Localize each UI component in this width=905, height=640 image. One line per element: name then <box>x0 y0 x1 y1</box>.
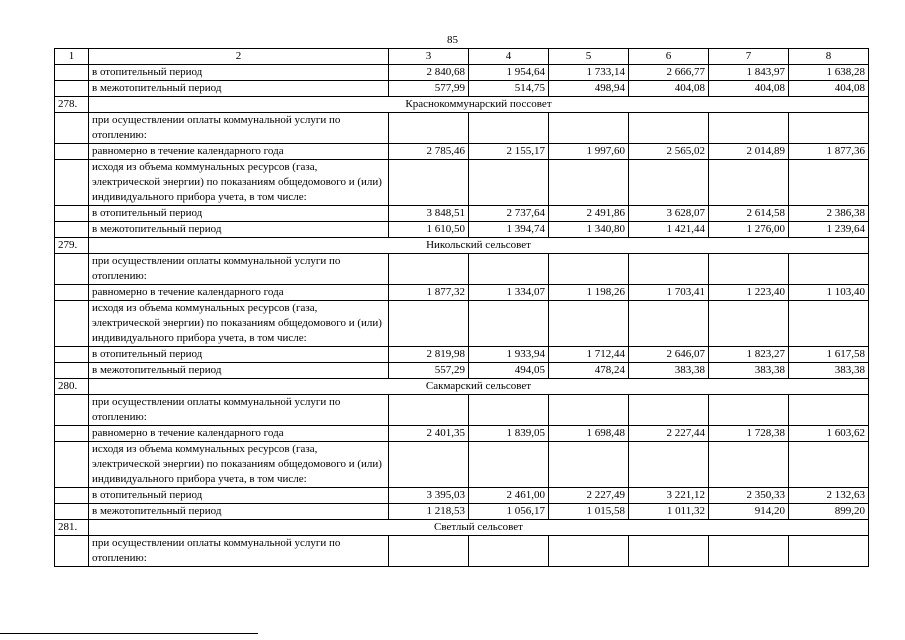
empty-cell <box>549 395 629 426</box>
value-cell: 2 840,68 <box>389 65 469 81</box>
empty-cell <box>709 254 789 285</box>
row-label: в отопительный период <box>89 65 389 81</box>
empty-cell <box>709 442 789 488</box>
value-cell: 1 997,60 <box>549 144 629 160</box>
empty-cell <box>629 254 709 285</box>
value-cell: 404,08 <box>709 81 789 97</box>
empty-cell <box>789 160 869 206</box>
empty-cell <box>469 442 549 488</box>
empty-cell <box>629 113 709 144</box>
value-cell: 478,24 <box>549 363 629 379</box>
row-label: исходя из объема коммунальных ресурсов (газа, электрической энергии) по показаниям общедомового и (или) индивидуального прибора учета, в том числе: <box>89 160 389 206</box>
row-label: в отопительный период <box>89 488 389 504</box>
section-row <box>55 238 869 254</box>
row-number <box>55 426 89 442</box>
empty-cell <box>549 301 629 347</box>
value-cell: 1 394,74 <box>469 222 549 238</box>
empty-cell <box>469 113 549 144</box>
value-cell: 557,29 <box>389 363 469 379</box>
row-number <box>55 301 89 347</box>
row-label: при осуществлении оплаты коммунальной услуги по отоплению: <box>89 395 389 426</box>
row-number <box>55 65 89 81</box>
value-cell: 1 638,28 <box>789 65 869 81</box>
row-number <box>55 144 89 160</box>
empty-cell <box>629 395 709 426</box>
section-title: Светлый сельсовет <box>89 520 869 536</box>
value-cell: 2 227,44 <box>629 426 709 442</box>
description-row <box>55 254 869 285</box>
value-cell: 383,38 <box>709 363 789 379</box>
value-cell: 2 155,17 <box>469 144 549 160</box>
section-row <box>55 97 869 113</box>
empty-cell <box>389 301 469 347</box>
empty-cell <box>549 536 629 567</box>
empty-cell <box>389 113 469 144</box>
description-row <box>55 160 869 206</box>
row-number <box>55 363 89 379</box>
value-cell: 1 823,27 <box>709 347 789 363</box>
header-cell: 5 <box>549 49 629 65</box>
row-label: в отопительный период <box>89 347 389 363</box>
value-cell: 577,99 <box>389 81 469 97</box>
value-cell: 1 839,05 <box>469 426 549 442</box>
header-row <box>55 49 869 65</box>
value-cell: 2 737,64 <box>469 206 549 222</box>
row-number: 279. <box>55 238 89 254</box>
row-number <box>55 206 89 222</box>
section-row <box>55 520 869 536</box>
section-title: Краснокоммунарский поссовет <box>89 97 869 113</box>
table-row <box>55 81 869 97</box>
value-cell: 404,08 <box>789 81 869 97</box>
description-row <box>55 395 869 426</box>
footnote-rule <box>0 633 258 634</box>
row-number <box>55 160 89 206</box>
empty-cell <box>389 395 469 426</box>
value-cell: 1 056,17 <box>469 504 549 520</box>
row-label: при осуществлении оплаты коммунальной услуги по отоплению: <box>89 254 389 285</box>
value-cell: 1 877,32 <box>389 285 469 301</box>
empty-cell <box>789 442 869 488</box>
empty-cell <box>389 254 469 285</box>
value-cell: 494,05 <box>469 363 549 379</box>
value-cell: 1 011,32 <box>629 504 709 520</box>
header-cell: 1 <box>55 49 89 65</box>
row-label: в межотопительный период <box>89 363 389 379</box>
value-cell: 2 819,98 <box>389 347 469 363</box>
section-title: Никольский сельсовет <box>89 238 869 254</box>
row-number: 281. <box>55 520 89 536</box>
row-number <box>55 81 89 97</box>
value-cell: 1 239,64 <box>789 222 869 238</box>
value-cell: 2 646,07 <box>629 347 709 363</box>
value-cell: 2 014,89 <box>709 144 789 160</box>
empty-cell <box>469 160 549 206</box>
header-cell: 6 <box>629 49 709 65</box>
row-number <box>55 113 89 144</box>
value-cell: 514,75 <box>469 81 549 97</box>
value-cell: 383,38 <box>789 363 869 379</box>
value-cell: 498,94 <box>549 81 629 97</box>
empty-cell <box>629 536 709 567</box>
value-cell: 3 221,12 <box>629 488 709 504</box>
empty-cell <box>629 301 709 347</box>
table-row <box>55 504 869 520</box>
empty-cell <box>549 160 629 206</box>
value-cell: 1 103,40 <box>789 285 869 301</box>
value-cell: 2 785,46 <box>389 144 469 160</box>
value-cell: 1 733,14 <box>549 65 629 81</box>
value-cell: 2 614,58 <box>709 206 789 222</box>
row-label: равномерно в течение календарного года <box>89 144 389 160</box>
empty-cell <box>789 254 869 285</box>
empty-cell <box>629 160 709 206</box>
table-row <box>55 65 869 81</box>
section-row <box>55 379 869 395</box>
value-cell: 1 198,26 <box>549 285 629 301</box>
row-number <box>55 347 89 363</box>
empty-cell <box>709 395 789 426</box>
value-cell: 2 461,00 <box>469 488 549 504</box>
value-cell: 404,08 <box>629 81 709 97</box>
value-cell: 1 421,44 <box>629 222 709 238</box>
value-cell: 2 491,86 <box>549 206 629 222</box>
table-row <box>55 363 869 379</box>
row-number: 280. <box>55 379 89 395</box>
empty-cell <box>549 254 629 285</box>
row-label: равномерно в течение календарного года <box>89 285 389 301</box>
row-number <box>55 536 89 567</box>
row-number <box>55 285 89 301</box>
empty-cell <box>389 160 469 206</box>
page-number: 85 <box>447 34 458 46</box>
row-number <box>55 254 89 285</box>
description-row <box>55 536 869 567</box>
row-label: в отопительный период <box>89 206 389 222</box>
empty-cell <box>629 442 709 488</box>
row-label: при осуществлении оплаты коммунальной услуги по отоплению: <box>89 536 389 567</box>
section-title: Сакмарский сельсовет <box>89 379 869 395</box>
empty-cell <box>469 395 549 426</box>
empty-cell <box>789 395 869 426</box>
value-cell: 1 603,62 <box>789 426 869 442</box>
table-row <box>55 426 869 442</box>
empty-cell <box>709 113 789 144</box>
value-cell: 1 340,80 <box>549 222 629 238</box>
value-cell: 899,20 <box>789 504 869 520</box>
value-cell: 2 666,77 <box>629 65 709 81</box>
description-row <box>55 301 869 347</box>
value-cell: 2 132,63 <box>789 488 869 504</box>
value-cell: 1 334,07 <box>469 285 549 301</box>
table-row <box>55 206 869 222</box>
value-cell: 1 223,40 <box>709 285 789 301</box>
header-cell: 7 <box>709 49 789 65</box>
value-cell: 1 698,48 <box>549 426 629 442</box>
row-label: в межотопительный период <box>89 81 389 97</box>
value-cell: 1 712,44 <box>549 347 629 363</box>
empty-cell <box>469 536 549 567</box>
value-cell: 2 227,49 <box>549 488 629 504</box>
empty-cell <box>789 301 869 347</box>
value-cell: 2 565,02 <box>629 144 709 160</box>
empty-cell <box>789 536 869 567</box>
value-cell: 2 386,38 <box>789 206 869 222</box>
value-cell: 3 628,07 <box>629 206 709 222</box>
row-number <box>55 488 89 504</box>
empty-cell <box>549 113 629 144</box>
table-row <box>55 347 869 363</box>
value-cell: 1 843,97 <box>709 65 789 81</box>
row-label: исходя из объема коммунальных ресурсов (газа, электрической энергии) по показаниям общедомового и (или) индивидуального прибора учета, в том числе: <box>89 442 389 488</box>
value-cell: 1 610,50 <box>389 222 469 238</box>
value-cell: 1 617,58 <box>789 347 869 363</box>
tariff-table <box>54 48 869 567</box>
table-row <box>55 222 869 238</box>
row-number: 278. <box>55 97 89 113</box>
row-number <box>55 395 89 426</box>
header-cell: 8 <box>789 49 869 65</box>
value-cell: 1 954,64 <box>469 65 549 81</box>
row-label: в межотопительный период <box>89 504 389 520</box>
value-cell: 1 703,41 <box>629 285 709 301</box>
value-cell: 1 933,94 <box>469 347 549 363</box>
header-cell: 3 <box>389 49 469 65</box>
value-cell: 1 728,38 <box>709 426 789 442</box>
table-row <box>55 285 869 301</box>
value-cell: 1 015,58 <box>549 504 629 520</box>
empty-cell <box>389 536 469 567</box>
header-cell: 2 <box>89 49 389 65</box>
row-label: при осуществлении оплаты коммунальной услуги по отоплению: <box>89 113 389 144</box>
value-cell: 2 401,35 <box>389 426 469 442</box>
value-cell: 2 350,33 <box>709 488 789 504</box>
value-cell: 1 877,36 <box>789 144 869 160</box>
table-row <box>55 144 869 160</box>
value-cell: 3 848,51 <box>389 206 469 222</box>
description-row <box>55 113 869 144</box>
value-cell: 383,38 <box>629 363 709 379</box>
header-cell: 4 <box>469 49 549 65</box>
row-number <box>55 504 89 520</box>
empty-cell <box>709 536 789 567</box>
value-cell: 1 218,53 <box>389 504 469 520</box>
table-row <box>55 488 869 504</box>
value-cell: 1 276,00 <box>709 222 789 238</box>
empty-cell <box>789 113 869 144</box>
row-label: в межотопительный период <box>89 222 389 238</box>
empty-cell <box>389 442 469 488</box>
row-label: исходя из объема коммунальных ресурсов (газа, электрической энергии) по показаниям общедомового и (или) индивидуального прибора учета, в том числе: <box>89 301 389 347</box>
empty-cell <box>469 254 549 285</box>
row-number <box>55 442 89 488</box>
value-cell: 914,20 <box>709 504 789 520</box>
description-row <box>55 442 869 488</box>
value-cell: 3 395,03 <box>389 488 469 504</box>
empty-cell <box>709 301 789 347</box>
empty-cell <box>549 442 629 488</box>
table-body <box>55 49 869 567</box>
empty-cell <box>709 160 789 206</box>
empty-cell <box>469 301 549 347</box>
row-label: равномерно в течение календарного года <box>89 426 389 442</box>
row-number <box>55 222 89 238</box>
